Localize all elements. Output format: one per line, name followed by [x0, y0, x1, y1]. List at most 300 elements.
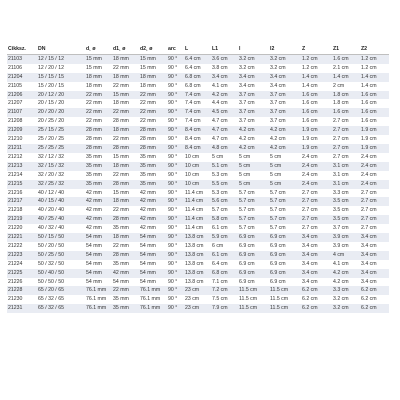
table-cell-length-l1: 5.3 cm — [211, 189, 238, 198]
table-cell-item-no: 21224 — [7, 260, 37, 269]
table-cell-d1-diameter: 22 mm — [112, 286, 139, 295]
table-cell-length-l1: 7.9 cm — [211, 304, 238, 313]
table-cell-d1-diameter: 54 mm — [112, 278, 139, 287]
table-cell-length-l-small: 5.7 cm — [238, 215, 269, 224]
table-cell-dn: 32 / 20 / 32 — [37, 171, 85, 180]
table-cell-length-l-small: 3.7 cm — [238, 108, 269, 117]
table-cell-dn: 40 / 25 / 40 — [37, 215, 85, 224]
table-cell-arc: 90 ° — [167, 189, 184, 198]
table-cell-d1-diameter: 15 mm — [112, 153, 139, 162]
table-cell-dim-z1: 1.4 cm — [332, 73, 360, 82]
table-row — [7, 180, 389, 189]
table-cell-d2-diameter: 22 mm — [139, 99, 167, 108]
table-cell-length-l-small: 6.9 cm — [238, 278, 269, 287]
table-row — [7, 206, 389, 215]
table-cell-length-l: 13.8 cm — [184, 242, 211, 251]
table-cell-d1-diameter: 28 mm — [112, 117, 139, 126]
table-cell-dim-z: 1.2 cm — [301, 54, 332, 63]
table-cell-dim-z1: 2.1 cm — [332, 64, 360, 73]
table-row — [7, 269, 389, 278]
table-cell-arc: 90 ° — [167, 304, 184, 313]
table-cell-length-l-small: 3.7 cm — [238, 99, 269, 108]
table-cell-dn: 40 / 15 / 40 — [37, 197, 85, 206]
table-cell-d2-diameter: 54 mm — [139, 278, 167, 287]
column-header-item-no: Cikksz. — [7, 45, 37, 54]
table-row — [7, 260, 389, 269]
table-cell-arc: 90 ° — [167, 215, 184, 224]
spec-table — [7, 45, 389, 313]
table-cell-length-l: 8.4 cm — [184, 144, 211, 153]
table-cell-length-l2: 11.5 cm — [269, 295, 301, 304]
table-cell-arc: 90 ° — [167, 135, 184, 144]
table-cell-arc: 90 ° — [167, 206, 184, 215]
table-cell-length-l: 13.8 cm — [184, 260, 211, 269]
table-cell-length-l: 11.4 cm — [184, 189, 211, 198]
table-cell-d-diameter: 42 mm — [85, 224, 112, 233]
table-cell-length-l2: 6.9 cm — [269, 278, 301, 287]
table-cell-dn: 20 / 12 / 20 — [37, 91, 85, 100]
table-cell-length-l2: 4.2 cm — [269, 135, 301, 144]
table-cell-dim-z: 1.2 cm — [301, 64, 332, 73]
table-cell-item-no: 21220 — [7, 224, 37, 233]
table-cell-dim-z2: 1.4 cm — [360, 73, 389, 82]
table-cell-d-diameter: 22 mm — [85, 91, 112, 100]
table-cell-length-l: 6.8 cm — [184, 82, 211, 91]
table-cell-d1-diameter: 35 mm — [112, 260, 139, 269]
table-cell-arc: 90 ° — [167, 99, 184, 108]
table-row — [7, 171, 389, 180]
table-cell-dim-z2: 1.2 cm — [360, 54, 389, 63]
table-cell-dim-z2: 2.4 cm — [360, 180, 389, 189]
table-cell-item-no: 21228 — [7, 286, 37, 295]
table-row — [7, 197, 389, 206]
table-cell-arc: 90 ° — [167, 82, 184, 91]
table-cell-length-l-small: 5 cm — [238, 162, 269, 171]
table-cell-dim-z: 1.9 cm — [301, 126, 332, 135]
table-cell-length-l2: 6.9 cm — [269, 242, 301, 251]
table-cell-d1-diameter: 22 mm — [112, 242, 139, 251]
table-cell-d2-diameter: 54 mm — [139, 260, 167, 269]
table-cell-length-l-small: 5 cm — [238, 171, 269, 180]
table-cell-arc: 90 ° — [167, 144, 184, 153]
column-header-d2-diameter: d2¸ ø — [139, 45, 167, 54]
table-cell-item-no: 21106 — [7, 64, 37, 73]
table-cell-length-l2: 6.9 cm — [269, 251, 301, 260]
table-cell-d-diameter: 42 mm — [85, 206, 112, 215]
table-cell-d1-diameter: 18 mm — [112, 233, 139, 242]
table-cell-item-no: 21217 — [7, 197, 37, 206]
table-cell-length-l1: 6.8 cm — [211, 269, 238, 278]
table-cell-dn: 20 / 25 / 20 — [37, 117, 85, 126]
table-cell-length-l2: 3.4 cm — [269, 73, 301, 82]
table-cell-length-l1: 6 cm — [211, 242, 238, 251]
table-cell-dim-z: 1.4 cm — [301, 82, 332, 91]
table-cell-d2-diameter: 15 mm — [139, 54, 167, 63]
table-cell-length-l2: 4.2 cm — [269, 144, 301, 153]
table-row — [7, 99, 389, 108]
column-header-length-l2: l2 — [269, 45, 301, 54]
table-cell-d2-diameter: 42 mm — [139, 197, 167, 206]
table-cell-d-diameter: 54 mm — [85, 269, 112, 278]
table-cell-dim-z1: 2 cm — [332, 82, 360, 91]
table-cell-length-l-small: 5.7 cm — [238, 206, 269, 215]
table-cell-dim-z2: 1.6 cm — [360, 99, 389, 108]
table-cell-length-l: 23 cm — [184, 295, 211, 304]
table-cell-dim-z: 2.4 cm — [301, 180, 332, 189]
table-cell-d2-diameter: 42 mm — [139, 206, 167, 215]
table-cell-d-diameter: 54 mm — [85, 233, 112, 242]
table-row — [7, 144, 389, 153]
table-cell-d1-diameter: 18 mm — [112, 54, 139, 63]
table-cell-length-l2: 5 cm — [269, 180, 301, 189]
table-cell-length-l1: 6.1 cm — [211, 224, 238, 233]
table-cell-arc: 90 ° — [167, 153, 184, 162]
table-row — [7, 278, 389, 287]
table-cell-d-diameter: 54 mm — [85, 260, 112, 269]
table-cell-length-l1: 4.1 cm — [211, 82, 238, 91]
table-cell-d2-diameter: 35 mm — [139, 171, 167, 180]
table-cell-dim-z1: 2.7 cm — [332, 153, 360, 162]
table-cell-length-l-small: 5.7 cm — [238, 189, 269, 198]
table-cell-length-l-small: 4.2 cm — [238, 135, 269, 144]
table-cell-d-diameter: 22 mm — [85, 108, 112, 117]
table-cell-d-diameter: 22 mm — [85, 99, 112, 108]
table-row — [7, 295, 389, 304]
table-cell-item-no: 21214 — [7, 171, 37, 180]
table-cell-length-l: 10 cm — [184, 153, 211, 162]
table-row — [7, 135, 389, 144]
table-cell-item-no: 21223 — [7, 251, 37, 260]
table-cell-d1-diameter: 18 mm — [112, 99, 139, 108]
table-cell-dim-z: 1.4 cm — [301, 73, 332, 82]
table-cell-dn: 32 / 25 / 32 — [37, 180, 85, 189]
table-cell-dim-z2: 3.4 cm — [360, 278, 389, 287]
table-cell-dim-z1: 1.6 cm — [332, 108, 360, 117]
table-cell-dim-z1: 4 cm — [332, 251, 360, 260]
table-cell-dn: 32 / 12 / 32 — [37, 153, 85, 162]
table-cell-dim-z1: 3.2 cm — [332, 304, 360, 313]
table-row — [7, 126, 389, 135]
table-cell-length-l: 13.8 cm — [184, 233, 211, 242]
table-cell-arc: 90 ° — [167, 108, 184, 117]
column-header-arc: arc — [167, 45, 184, 54]
table-cell-dim-z: 2.7 cm — [301, 197, 332, 206]
table-cell-item-no: 21225 — [7, 269, 37, 278]
table-cell-dim-z2: 2.7 cm — [360, 215, 389, 224]
table-cell-item-no: 21211 — [7, 144, 37, 153]
table-cell-dim-z2: 1.9 cm — [360, 144, 389, 153]
table-cell-d-diameter: 18 mm — [85, 73, 112, 82]
table-cell-length-l1: 7.2 cm — [211, 286, 238, 295]
table-cell-arc: 90 ° — [167, 295, 184, 304]
table-row — [7, 54, 389, 63]
table-cell-length-l: 6.8 cm — [184, 73, 211, 82]
table-cell-length-l: 6.4 cm — [184, 54, 211, 63]
table-cell-d1-diameter: 15 mm — [112, 91, 139, 100]
table-cell-length-l1: 5.6 cm — [211, 197, 238, 206]
table-cell-item-no: 21230 — [7, 295, 37, 304]
table-cell-d1-diameter: 22 mm — [112, 108, 139, 117]
table-cell-d2-diameter: 54 mm — [139, 233, 167, 242]
table-cell-dn: 15 / 15 / 15 — [37, 73, 85, 82]
table-cell-dim-z1: 3.1 cm — [332, 162, 360, 171]
table-cell-dim-z2: 1.6 cm — [360, 108, 389, 117]
table-cell-arc: 90 ° — [167, 197, 184, 206]
table-cell-item-no: 21226 — [7, 278, 37, 287]
table-cell-d-diameter: 54 mm — [85, 242, 112, 251]
table-cell-dn: 12 / 15 / 12 — [37, 54, 85, 63]
table-cell-d1-diameter: 22 mm — [112, 206, 139, 215]
table-cell-d-diameter: 15 mm — [85, 54, 112, 63]
table-cell-dim-z2: 1.6 cm — [360, 117, 389, 126]
table-cell-item-no: 21107 — [7, 108, 37, 117]
table-cell-d2-diameter: 54 mm — [139, 242, 167, 251]
table-cell-dn: 20 / 20 / 20 — [37, 108, 85, 117]
table-cell-dim-z: 3.4 cm — [301, 242, 332, 251]
table-cell-dn: 40 / 32 / 40 — [37, 224, 85, 233]
table-cell-length-l: 11.4 cm — [184, 197, 211, 206]
table-cell-item-no: 21204 — [7, 73, 37, 82]
table-cell-length-l: 23 cm — [184, 286, 211, 295]
table-cell-length-l1: 4.8 cm — [211, 144, 238, 153]
table-cell-item-no: 21216 — [7, 189, 37, 198]
table-cell-dim-z2: 2.4 cm — [360, 153, 389, 162]
table-cell-length-l: 10 cm — [184, 171, 211, 180]
table-cell-item-no: 21222 — [7, 242, 37, 251]
table-cell-length-l: 7.4 cm — [184, 108, 211, 117]
table-cell-length-l: 8.4 cm — [184, 126, 211, 135]
table-cell-length-l2: 3.7 cm — [269, 117, 301, 126]
table-cell-d1-diameter: 18 mm — [112, 197, 139, 206]
table-cell-d2-diameter: 54 mm — [139, 269, 167, 278]
table-cell-dim-z1: 3.5 cm — [332, 215, 360, 224]
table-cell-length-l-small: 5.7 cm — [238, 197, 269, 206]
table-cell-length-l: 11.4 cm — [184, 206, 211, 215]
table-cell-d2-diameter: 76.1 mm — [139, 286, 167, 295]
table-cell-dim-z2: 2.7 cm — [360, 206, 389, 215]
table-cell-dn: 25 / 20 / 25 — [37, 135, 85, 144]
column-header-length-l: L — [184, 45, 211, 54]
table-cell-d2-diameter: 35 mm — [139, 153, 167, 162]
table-cell-length-l: 23 cm — [184, 304, 211, 313]
table-cell-arc: 90 ° — [167, 286, 184, 295]
table-cell-dim-z2: 1.6 cm — [360, 91, 389, 100]
table-cell-length-l1: 7.5 cm — [211, 295, 238, 304]
table-cell-length-l1: 5.8 cm — [211, 215, 238, 224]
column-header-dim-z2: Z2 — [360, 45, 389, 54]
table-row — [7, 91, 389, 100]
table-cell-d1-diameter: 28 mm — [112, 144, 139, 153]
table-row — [7, 286, 389, 295]
table-cell-d-diameter: 76.1 mm — [85, 295, 112, 304]
table-cell-dim-z1: 1.8 cm — [332, 99, 360, 108]
table-cell-d2-diameter: 42 mm — [139, 189, 167, 198]
table-cell-arc: 90 ° — [167, 126, 184, 135]
table-cell-dim-z1: 2.7 cm — [332, 126, 360, 135]
table-cell-dim-z2: 2.7 cm — [360, 197, 389, 206]
table-cell-item-no: 21213 — [7, 162, 37, 171]
table-cell-d1-diameter: 18 mm — [112, 73, 139, 82]
table-row — [7, 304, 389, 313]
table-cell-d-diameter: 35 mm — [85, 153, 112, 162]
table-cell-arc: 90 ° — [167, 73, 184, 82]
table-row — [7, 242, 389, 251]
table-cell-length-l2: 6.9 cm — [269, 260, 301, 269]
table-cell-d1-diameter: 22 mm — [112, 171, 139, 180]
table-cell-length-l1: 3.6 cm — [211, 54, 238, 63]
table-cell-length-l1: 4.7 cm — [211, 126, 238, 135]
table-cell-dn: 25 / 25 / 25 — [37, 144, 85, 153]
table-row — [7, 64, 389, 73]
table-cell-d2-diameter: 28 mm — [139, 126, 167, 135]
table-cell-arc: 90 ° — [167, 180, 184, 189]
table-cell-length-l2: 5 cm — [269, 153, 301, 162]
table-cell-length-l: 11.4 cm — [184, 215, 211, 224]
table-cell-dim-z: 3.4 cm — [301, 260, 332, 269]
table-cell-dim-z1: 3.9 cm — [332, 242, 360, 251]
table-cell-length-l2: 3.4 cm — [269, 82, 301, 91]
table-cell-d2-diameter: 22 mm — [139, 108, 167, 117]
table-cell-dim-z1: 3.5 cm — [332, 197, 360, 206]
table-cell-d-diameter: 42 mm — [85, 197, 112, 206]
table-cell-length-l-small: 6.9 cm — [238, 233, 269, 242]
table-cell-length-l2: 11.5 cm — [269, 304, 301, 313]
table-cell-dim-z: 2.4 cm — [301, 153, 332, 162]
table-cell-item-no: 21207 — [7, 99, 37, 108]
table-cell-dim-z1: 2.7 cm — [332, 117, 360, 126]
table-cell-dim-z2: 1.9 cm — [360, 126, 389, 135]
table-cell-length-l1: 5.5 cm — [211, 180, 238, 189]
table-row — [7, 153, 389, 162]
table-cell-dim-z: 2.4 cm — [301, 162, 332, 171]
header-row — [7, 45, 389, 54]
table-cell-length-l1: 6.4 cm — [211, 260, 238, 269]
table-cell-d-diameter: 35 mm — [85, 171, 112, 180]
table-cell-length-l-small: 4.2 cm — [238, 144, 269, 153]
table-cell-dim-z2: 1.2 cm — [360, 64, 389, 73]
table-cell-length-l1: 4.7 cm — [211, 117, 238, 126]
table-cell-d-diameter: 42 mm — [85, 189, 112, 198]
table-cell-length-l1: 5.7 cm — [211, 206, 238, 215]
table-cell-arc: 90 ° — [167, 91, 184, 100]
table-cell-arc: 90 ° — [167, 64, 184, 73]
table-body — [7, 54, 389, 313]
table-cell-length-l1: 4.5 cm — [211, 108, 238, 117]
table-cell-dim-z1: 3.5 cm — [332, 206, 360, 215]
table-cell-length-l-small: 3.7 cm — [238, 117, 269, 126]
table-row — [7, 162, 389, 171]
table-cell-dim-z2: 3.4 cm — [360, 251, 389, 260]
table-cell-dn: 15 / 20 / 15 — [37, 82, 85, 91]
table-cell-dim-z: 3.4 cm — [301, 251, 332, 260]
table-cell-length-l2: 5.7 cm — [269, 206, 301, 215]
table-cell-dim-z: 2.4 cm — [301, 171, 332, 180]
table-cell-arc: 90 ° — [167, 162, 184, 171]
table-cell-dim-z1: 3.9 cm — [332, 233, 360, 242]
table-cell-length-l1: 4.4 cm — [211, 99, 238, 108]
table-cell-d1-diameter: 22 mm — [112, 82, 139, 91]
table-cell-d-diameter: 35 mm — [85, 180, 112, 189]
table-cell-d1-diameter: 22 mm — [112, 64, 139, 73]
table-cell-length-l1: 5 cm — [211, 153, 238, 162]
table-cell-length-l2: 5 cm — [269, 162, 301, 171]
table-cell-dim-z2: 3.4 cm — [360, 269, 389, 278]
table-cell-d2-diameter: 54 mm — [139, 251, 167, 260]
table-cell-length-l-small: 3.4 cm — [238, 82, 269, 91]
table-cell-d1-diameter: 18 mm — [112, 126, 139, 135]
table-cell-dim-z: 2.7 cm — [301, 189, 332, 198]
table-cell-dim-z1: 3.3 cm — [332, 189, 360, 198]
table-cell-dn: 12 / 20 / 12 — [37, 64, 85, 73]
table-row — [7, 215, 389, 224]
table-cell-item-no: 21221 — [7, 233, 37, 242]
table-cell-item-no: 21218 — [7, 206, 37, 215]
table-cell-d-diameter: 54 mm — [85, 251, 112, 260]
table-row — [7, 233, 389, 242]
table-cell-d-diameter: 54 mm — [85, 278, 112, 287]
table-cell-length-l2: 11.5 cm — [269, 286, 301, 295]
table-cell-length-l1: 5.3 cm — [211, 171, 238, 180]
table-cell-d2-diameter: 28 mm — [139, 135, 167, 144]
table-cell-d-diameter: 15 mm — [85, 64, 112, 73]
table-cell-length-l-small: 3.2 cm — [238, 54, 269, 63]
table-cell-dn: 65 / 32 / 65 — [37, 295, 85, 304]
table-cell-d1-diameter: 22 mm — [112, 135, 139, 144]
table-cell-dim-z1: 3.1 cm — [332, 171, 360, 180]
table-cell-dim-z: 3.4 cm — [301, 269, 332, 278]
table-cell-dim-z2: 1.9 cm — [360, 135, 389, 144]
table-cell-dim-z2: 3.4 cm — [360, 242, 389, 251]
table-cell-length-l2: 3.7 cm — [269, 91, 301, 100]
table-cell-dn: 25 / 15 / 25 — [37, 126, 85, 135]
table-cell-dn: 20 / 15 / 20 — [37, 99, 85, 108]
table-cell-dim-z: 2.7 cm — [301, 215, 332, 224]
table-cell-length-l1: 4.7 cm — [211, 135, 238, 144]
table-cell-d1-diameter: 28 mm — [112, 251, 139, 260]
table-cell-d2-diameter: 35 mm — [139, 180, 167, 189]
table-cell-dn: 50 / 40 / 50 — [37, 269, 85, 278]
table-cell-item-no: 21105 — [7, 82, 37, 91]
table-cell-length-l2: 5.7 cm — [269, 197, 301, 206]
table-cell-dim-z2: 1.4 cm — [360, 82, 389, 91]
table-row — [7, 117, 389, 126]
table-cell-length-l-small: 6.9 cm — [238, 251, 269, 260]
table-cell-length-l2: 5 cm — [269, 171, 301, 180]
table-cell-arc: 90 ° — [167, 251, 184, 260]
column-header-length-l1: L1 — [211, 45, 238, 54]
table-row — [7, 189, 389, 198]
table-cell-length-l: 13.8 cm — [184, 269, 211, 278]
table-cell-d2-diameter: 35 mm — [139, 162, 167, 171]
table-cell-item-no: 21231 — [7, 304, 37, 313]
table-cell-length-l: 7.4 cm — [184, 91, 211, 100]
table-cell-item-no: 21209 — [7, 126, 37, 135]
table-cell-length-l2: 5.7 cm — [269, 189, 301, 198]
table-cell-item-no: 21103 — [7, 54, 37, 63]
table-cell-arc: 90 ° — [167, 171, 184, 180]
table-cell-dim-z: 3.4 cm — [301, 233, 332, 242]
column-header-length-l-small: l — [238, 45, 269, 54]
table-cell-length-l: 10 cm — [184, 180, 211, 189]
table-cell-item-no: 21208 — [7, 117, 37, 126]
table-cell-d1-diameter: 28 mm — [112, 215, 139, 224]
table-row — [7, 108, 389, 117]
table-cell-length-l-small: 11.5 cm — [238, 304, 269, 313]
table-cell-dim-z: 1.6 cm — [301, 117, 332, 126]
table-cell-d1-diameter: 35 mm — [112, 304, 139, 313]
table-cell-dim-z1: 3.7 cm — [332, 224, 360, 233]
table-cell-dn: 40 / 12 / 40 — [37, 189, 85, 198]
